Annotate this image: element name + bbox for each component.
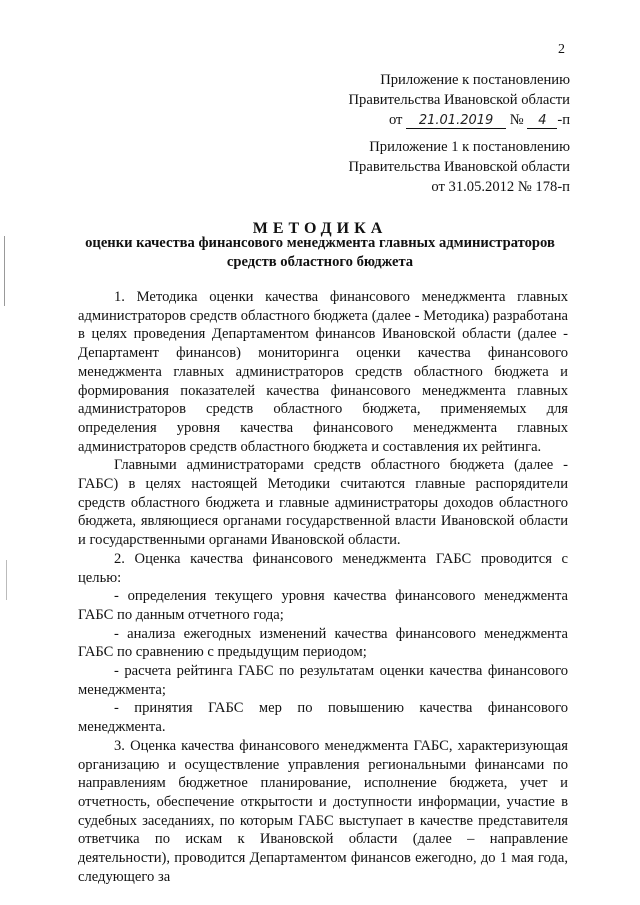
- appendix-header-line: Правительства Ивановской области: [348, 92, 570, 108]
- handwritten-number: 4: [527, 113, 557, 129]
- paragraph-gabs-definition: Главными администраторами средств областного бюджета (далее - ГАБС) в целях настоящей Методики считаются главные распорядители средств областного бюджета и главные администраторы доходов областного бюджета, являющиеся органами государственной власти Ивановской области и государственными органами Ивановской области.: [78, 457, 568, 549]
- appendix-header-line: Приложение к постановлению: [380, 72, 570, 88]
- appendix-header-date-line: [349, 110, 570, 130]
- document-body: [78, 288, 568, 887]
- scan-margin-mark: [4, 236, 5, 306]
- document-title: МЕТОДИКА: [252, 220, 388, 237]
- handwritten-date: 21.01.2019: [406, 113, 506, 129]
- paragraph-1: 1. Методика оценки качества финансового менеджмента главных администраторов средств областного бюджета (далее - Методика) разработана в целях проведения Департаментом финансов Ивановской области (далее - Департамент финансов) мониторинга оценки качества финансового менеджмента главных администраторов средств областного бюджета и формирования показателей качества финансового менеджмента главных администраторов средств областного бюджета, применяемых для определения уровня качества финансового менеджмента главных администраторов средств областного бюджета и составления их рейтинга.: [78, 289, 568, 455]
- original-appendix-header: [349, 137, 570, 197]
- list-item: - принятия ГАБС мер по повышению качества финансового менеджмента.: [78, 700, 568, 736]
- document-subtitle: [60, 234, 580, 272]
- list-item: - анализа ежегодных изменений качества финансового менеджмента ГАБС по сравнению с предыдущим периодом;: [78, 625, 568, 661]
- number-sign: №: [509, 112, 524, 128]
- paragraph-3: 3. Оценка качества финансового менеджмента ГАБС, характеризующая организацию и осуществление управления региональными финансами по направлениям бюджетное планирование, исполнение бюджета, учет и отчетность, обеспечение открытости и доступности информации, участие в судебных заседаниях, по которым ГАБС выступает в качестве представителя ответчика по искам к Ивановской области (далее – направление деятельности), проводится Департаментом финансов ежегодно, до 1 мая года, следующего за: [78, 737, 568, 885]
- number-suffix: -п: [557, 112, 570, 128]
- subtitle-line: оценки качества финансового менеджмента главных администраторов: [85, 235, 555, 251]
- appendix-header: [349, 70, 570, 130]
- paragraph-2: 2. Оценка качества финансового менеджмента ГАБС проводится с целью:: [78, 550, 568, 586]
- subtitle-line: средств областного бюджета: [226, 254, 414, 270]
- list-item: - определения текущего уровня качества финансового менеджмента ГАБС по данным отчетного года;: [78, 588, 568, 623]
- page-number: 2: [558, 42, 565, 57]
- appendix-header-line: Приложение 1 к постановлению: [369, 139, 570, 155]
- from-label: от: [388, 112, 403, 128]
- scan-margin-mark: [6, 560, 7, 600]
- list-item: - расчета рейтинга ГАБС по результатам оценки качества финансового менеджмента;: [78, 663, 568, 698]
- appendix-header-line: от 31.05.2012 № 178-п: [431, 179, 570, 195]
- appendix-header-line: Правительства Ивановской области: [348, 159, 570, 175]
